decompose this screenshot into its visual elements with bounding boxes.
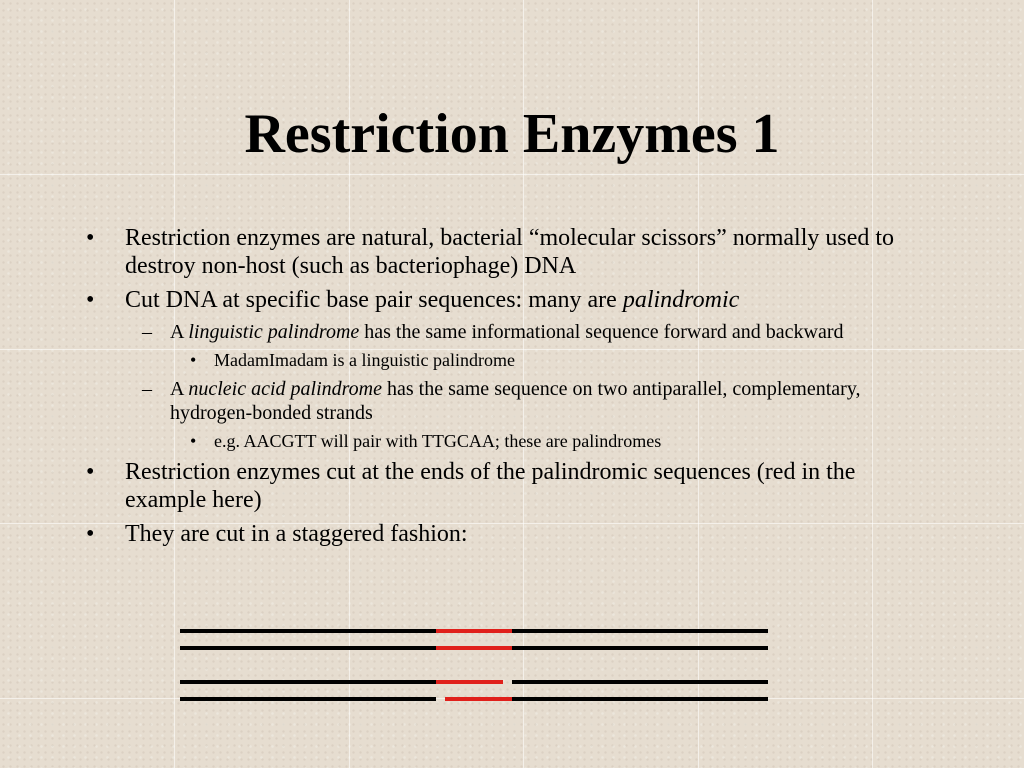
sub-bullet-prefix: A	[170, 321, 189, 343]
sub-bullet-suffix: has the same informational sequence forward and backward	[359, 321, 844, 343]
bullet-marker: •	[86, 459, 95, 485]
bullet-text-italic: palindromic	[622, 287, 740, 313]
cut-dna	[180, 682, 768, 699]
sub-sub-bullet-text: MadamImadam is a linguistic palindrome	[214, 350, 515, 370]
sub-bullet-suffix: has the same sequence on two antiparallel, complementary, hydrogen-bonded strands	[170, 378, 861, 424]
bullet-text: Restriction enzymes cut at the ends of the palindromic sequences (red in the example here)	[125, 459, 856, 513]
sub-sub-bullet-text: e.g. AACGTT will pair with TTGCAA; these are palindromes	[214, 431, 662, 451]
bullet-item	[0, 286, 925, 314]
bullet-text: Cut DNA at specific base pair sequences: many are	[125, 287, 623, 313]
bullet-marker: •	[190, 350, 197, 370]
intact-dna	[180, 631, 768, 648]
bullet-marker: •	[86, 521, 95, 547]
slide-content	[0, 224, 1024, 554]
sub-bullet-italic: linguistic palindrome	[188, 321, 360, 343]
sub-bullet-prefix: A	[170, 378, 189, 400]
bullet-marker: •	[86, 287, 95, 313]
dna-staggered-cut-diagram	[170, 620, 780, 710]
bullet-text: They are cut in a staggered fashion:	[125, 521, 468, 547]
sub-bullet-item	[0, 377, 940, 425]
dash-marker: –	[142, 378, 152, 400]
bullet-text: Restriction enzymes are natural, bacterial “molecular scissors” normally used to destroy non-host (such as bacteriophage) DNA	[125, 225, 895, 279]
sub-bullet-italic: nucleic acid palindrome	[188, 378, 382, 400]
bullet-item	[0, 224, 925, 280]
sub-sub-bullet-item	[0, 349, 914, 371]
sub-sub-bullet-item	[0, 430, 914, 452]
bullet-marker: •	[190, 431, 197, 451]
bullet-item	[0, 520, 925, 548]
background-grid-line	[0, 174, 1024, 175]
bullet-item	[0, 458, 925, 514]
dash-marker: –	[142, 321, 152, 343]
slide-title: Restriction Enzymes 1	[244, 103, 780, 165]
sub-bullet-item	[0, 320, 940, 344]
bullet-marker: •	[86, 225, 95, 251]
